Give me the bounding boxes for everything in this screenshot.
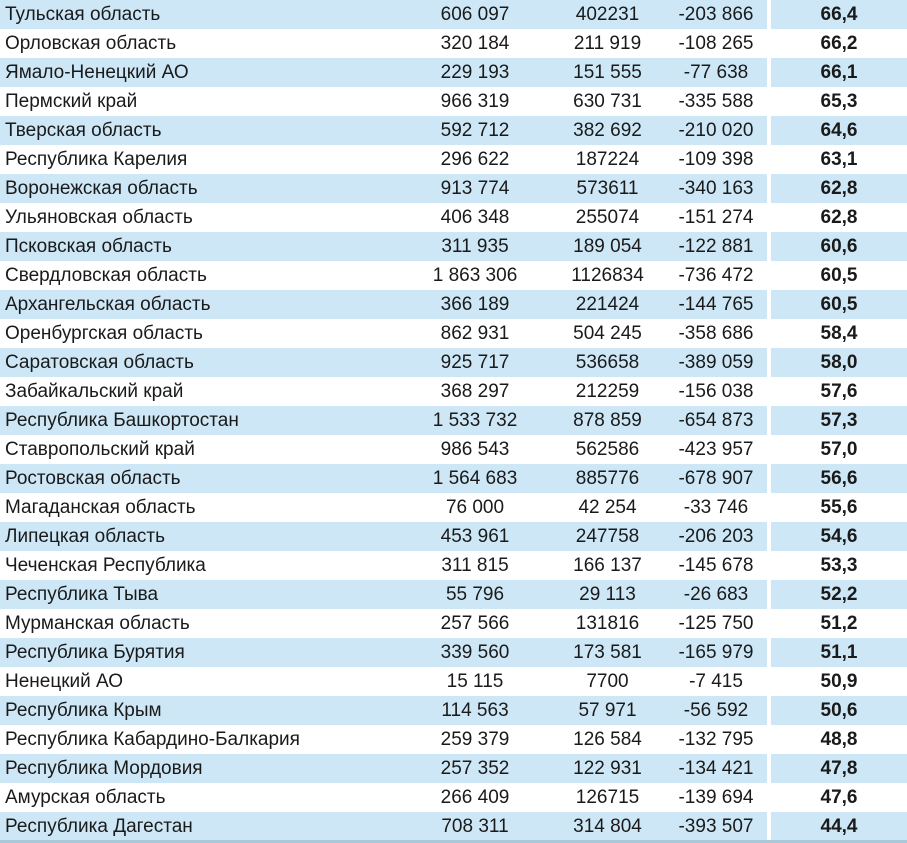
table-row (0, 290, 907, 319)
region-name-cell: Тверская область (0, 116, 400, 145)
value-2-cell: 7700 (586, 671, 629, 692)
percent-cell: 51,1 (771, 638, 907, 667)
value-3-cell: -210 020 (665, 116, 767, 145)
region-name-cell: Свердловская область (5, 265, 207, 286)
value-2-cell: 402231 (550, 0, 665, 29)
value-1-cell: 114 563 (400, 696, 550, 725)
region-name-cell: Амурская область (5, 787, 166, 808)
region-name-cell: Чеченская Республика (5, 555, 206, 576)
value-2-cell: 126715 (575, 787, 640, 808)
table-row (0, 667, 907, 696)
region-name-cell: Ненецкий АО (5, 671, 124, 692)
table-row (0, 0, 907, 29)
value-1-cell: 368 297 (440, 381, 510, 402)
value-3-cell: -145 678 (678, 555, 754, 576)
value-2-cell: 314 804 (550, 812, 665, 841)
region-name-cell: Республика Мордовия (0, 754, 400, 783)
region-name-cell: Липецкая область (0, 522, 400, 551)
percent-cell: 50,9 (820, 671, 858, 692)
value-2-cell: 29 113 (550, 580, 665, 609)
percent-cell: 66,1 (771, 58, 907, 87)
region-name-cell: Магаданская область (5, 497, 196, 518)
value-1-cell: 406 348 (440, 207, 510, 228)
value-2-cell: 42 254 (578, 497, 637, 518)
value-1-cell: 366 189 (400, 290, 550, 319)
value-3-cell: -108 265 (678, 33, 754, 54)
table-row (0, 725, 907, 754)
percent-cell: 60,5 (820, 265, 858, 286)
percent-cell: 44,4 (771, 812, 907, 841)
value-2-cell: 131816 (575, 613, 640, 634)
region-name-cell: Забайкальский край (5, 381, 184, 402)
table-row (0, 261, 907, 290)
percent-cell: 63,1 (820, 149, 858, 170)
region-name-cell: Ставропольский край (5, 439, 195, 460)
percent-cell: 57,6 (820, 381, 858, 402)
value-2-cell: 189 054 (550, 232, 665, 261)
region-name-cell: Республика Карелия (5, 149, 188, 170)
table-row (0, 696, 907, 725)
region-name-cell: Ямало-Ненецкий АО (0, 58, 400, 87)
region-name-cell: Пермский край (5, 91, 138, 112)
table-row (0, 609, 907, 638)
percent-cell: 50,6 (771, 696, 907, 725)
value-1-cell: 76 000 (445, 497, 505, 518)
value-1-cell: 339 560 (400, 638, 550, 667)
table-row (0, 580, 907, 609)
percent-cell: 65,3 (820, 91, 858, 112)
value-3-cell: -134 421 (665, 754, 767, 783)
percent-cell: 53,3 (820, 555, 858, 576)
percent-cell: 57,0 (820, 439, 858, 460)
value-2-cell: 166 137 (573, 555, 642, 576)
value-1-cell: 862 931 (440, 323, 510, 344)
percent-cell: 47,8 (771, 754, 907, 783)
value-3-cell: -389 059 (665, 348, 767, 377)
percent-cell: 66,4 (771, 0, 907, 29)
value-1-cell: 15 115 (446, 671, 504, 692)
value-2-cell: 1126834 (571, 265, 644, 286)
table-row (0, 522, 907, 551)
percent-cell: 47,6 (820, 787, 858, 808)
value-2-cell: 126 584 (573, 729, 642, 750)
region-name-cell: Республика Бурятия (0, 638, 400, 667)
region-name-cell: Республика Кабардино-Балкария (5, 729, 300, 750)
value-2-cell: 536658 (550, 348, 665, 377)
percent-cell: 66,2 (820, 33, 858, 54)
value-2-cell: 630 731 (573, 91, 642, 112)
region-name-cell: Мурманская область (5, 613, 190, 634)
region-name-cell: Республика Башкортостан (0, 406, 400, 435)
value-1-cell: 1 863 306 (432, 265, 518, 286)
value-3-cell: -77 638 (665, 58, 767, 87)
value-1-cell: 966 319 (440, 91, 510, 112)
value-3-cell: -56 592 (665, 696, 767, 725)
value-2-cell: 122 931 (550, 754, 665, 783)
value-1-cell: 925 717 (400, 348, 550, 377)
table-row (0, 29, 907, 58)
value-1-cell: 453 961 (400, 522, 550, 551)
value-3-cell: -132 795 (678, 729, 754, 750)
value-2-cell: 885776 (550, 464, 665, 493)
table-row (0, 754, 907, 783)
value-1-cell: 296 622 (440, 149, 510, 170)
value-3-cell: -156 038 (678, 381, 754, 402)
value-3-cell: -654 873 (665, 406, 767, 435)
region-name-cell: Орловская область (5, 33, 177, 54)
table-row (0, 87, 907, 116)
value-3-cell: -393 507 (665, 812, 767, 841)
value-3-cell: -151 274 (678, 207, 754, 228)
value-3-cell: -203 866 (665, 0, 767, 29)
table-row (0, 145, 907, 174)
value-1-cell: 311 935 (400, 232, 550, 261)
table-row (0, 319, 907, 348)
value-3-cell: -335 588 (678, 91, 754, 112)
percent-cell: 48,8 (820, 729, 858, 750)
value-2-cell: 173 581 (550, 638, 665, 667)
region-name-cell: Воронежская область (0, 174, 400, 203)
value-2-cell: 57 971 (550, 696, 665, 725)
value-3-cell: -423 957 (678, 439, 754, 460)
value-2-cell: 221424 (550, 290, 665, 319)
value-3-cell: -125 750 (678, 613, 754, 634)
percent-cell: 54,6 (771, 522, 907, 551)
value-1-cell: 257 566 (440, 613, 510, 634)
value-3-cell: -736 472 (678, 265, 754, 286)
value-3-cell: -678 907 (665, 464, 767, 493)
region-name-cell: Оренбургская область (5, 323, 203, 344)
value-1-cell: 257 352 (400, 754, 550, 783)
value-1-cell: 606 097 (400, 0, 550, 29)
value-1-cell: 592 712 (400, 116, 550, 145)
value-2-cell: 151 555 (550, 58, 665, 87)
value-1-cell: 986 543 (440, 439, 510, 460)
value-1-cell: 266 409 (440, 787, 510, 808)
value-3-cell: -144 765 (665, 290, 767, 319)
value-2-cell: 187224 (575, 149, 640, 170)
table-row (0, 435, 907, 464)
region-name-cell: Саратовская область (0, 348, 400, 377)
value-3-cell: -340 163 (665, 174, 767, 203)
value-2-cell: 247758 (550, 522, 665, 551)
table-row (0, 203, 907, 232)
percent-cell: 55,6 (820, 497, 858, 518)
table-row (0, 464, 907, 493)
value-3-cell: -109 398 (678, 149, 754, 170)
percent-cell: 52,2 (771, 580, 907, 609)
value-3-cell: -358 686 (678, 323, 754, 344)
value-3-cell: -139 694 (678, 787, 754, 808)
percent-cell: 62,8 (771, 174, 907, 203)
table-row (0, 493, 907, 522)
region-name-cell: Республика Тыва (0, 580, 400, 609)
region-name-cell: Республика Дагестан (0, 812, 400, 841)
table-row (0, 174, 907, 203)
value-3-cell: -165 979 (665, 638, 767, 667)
value-1-cell: 1 564 683 (400, 464, 550, 493)
value-1-cell: 320 184 (440, 33, 510, 54)
percent-cell: 57,3 (771, 406, 907, 435)
table-row (0, 232, 907, 261)
table-row (0, 812, 907, 841)
table-row (0, 406, 907, 435)
value-1-cell: 311 815 (441, 555, 509, 576)
table-row (0, 116, 907, 145)
region-name-cell: Псковская область (0, 232, 400, 261)
percent-cell: 60,6 (771, 232, 907, 261)
value-2-cell: 212259 (575, 381, 640, 402)
value-1-cell: 55 796 (400, 580, 550, 609)
value-3-cell: -206 203 (665, 522, 767, 551)
table-row (0, 783, 907, 812)
value-2-cell: 878 859 (550, 406, 665, 435)
region-name-cell: Архангельская область (0, 290, 400, 319)
value-2-cell: 573611 (550, 174, 665, 203)
table-row (0, 377, 907, 406)
percent-cell: 64,6 (771, 116, 907, 145)
percent-cell: 62,8 (820, 207, 858, 228)
value-3-cell: -122 881 (665, 232, 767, 261)
value-2-cell: 504 245 (573, 323, 642, 344)
value-3-cell: -7 415 (689, 671, 743, 692)
table-row (0, 551, 907, 580)
value-2-cell: 211 919 (573, 33, 642, 54)
region-name-cell: Ростовская область (0, 464, 400, 493)
value-2-cell: 562586 (575, 439, 640, 460)
value-1-cell: 708 311 (400, 812, 550, 841)
table-row (0, 58, 907, 87)
value-1-cell: 229 193 (400, 58, 550, 87)
percent-cell: 51,2 (820, 613, 858, 634)
value-1-cell: 1 533 732 (400, 406, 550, 435)
value-3-cell: -26 683 (665, 580, 767, 609)
percent-cell: 58,0 (771, 348, 907, 377)
region-name-cell: Тульская область (0, 0, 400, 29)
value-3-cell: -33 746 (683, 497, 749, 518)
table-row (0, 348, 907, 377)
region-name-cell: Ульяновская область (5, 207, 193, 228)
value-2-cell: 255074 (575, 207, 640, 228)
value-1-cell: 259 379 (440, 729, 510, 750)
value-1-cell: 913 774 (400, 174, 550, 203)
value-2-cell: 382 692 (550, 116, 665, 145)
percent-cell: 60,5 (771, 290, 907, 319)
region-name-cell: Республика Крым (0, 696, 400, 725)
percent-cell: 56,6 (771, 464, 907, 493)
table-row (0, 638, 907, 667)
percent-cell: 58,4 (820, 323, 858, 344)
